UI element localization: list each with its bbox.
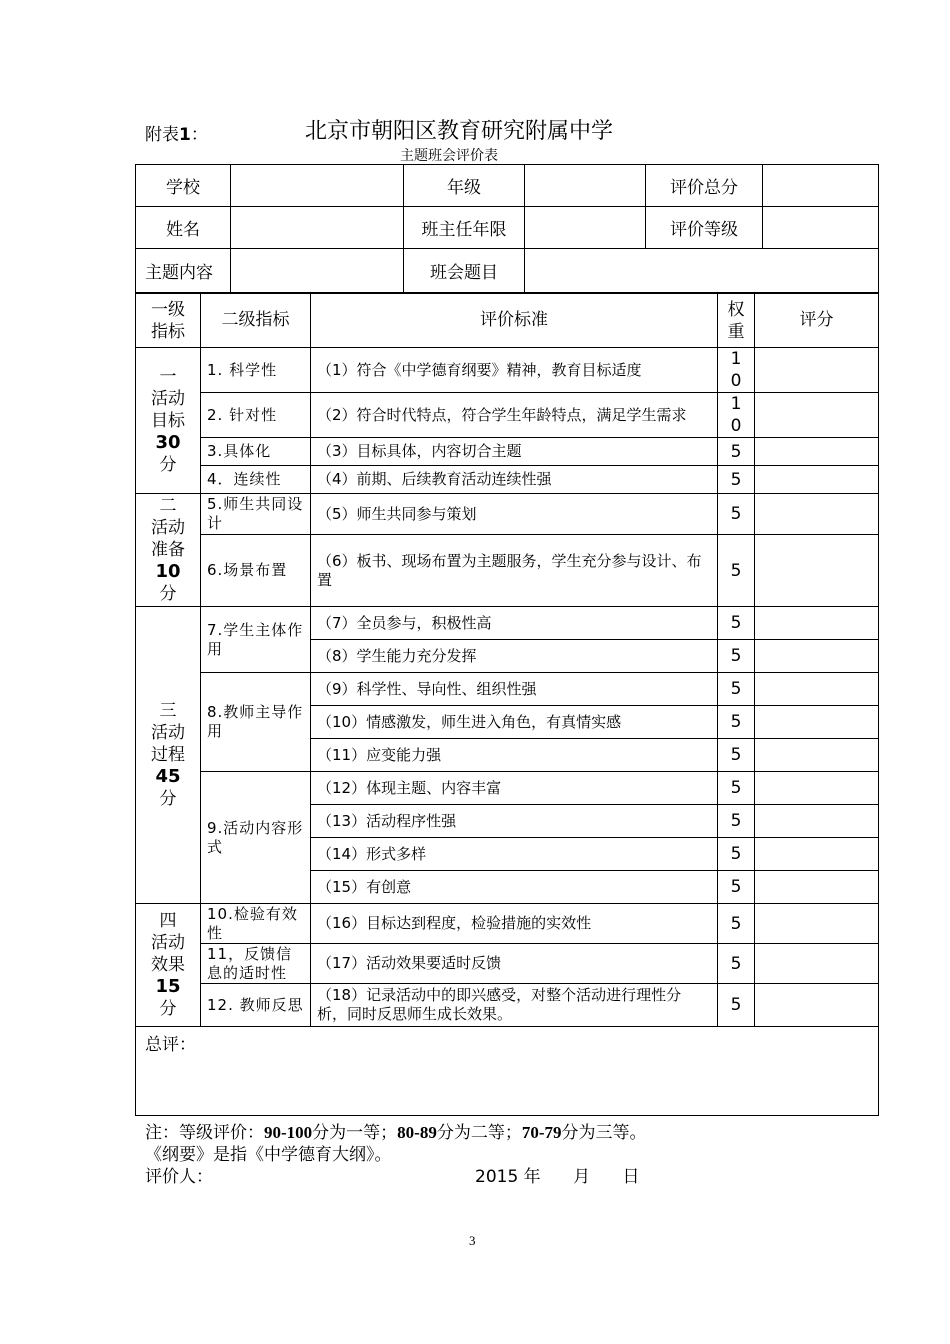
score-field[interactable] <box>755 393 879 438</box>
score-field[interactable] <box>755 640 879 673</box>
category-unit: 分 <box>159 789 177 809</box>
weight: 5 <box>718 871 755 904</box>
weight: 5 <box>718 805 755 838</box>
grading-note: 注：等级评价：90-100分为一等；80-89分为二等；70-79分为三等。 <box>145 1123 647 1143</box>
score-field[interactable] <box>755 805 879 838</box>
score-field[interactable] <box>755 772 879 805</box>
score-field[interactable] <box>755 348 879 393</box>
score-field[interactable] <box>755 944 879 984</box>
indicator: 12. 教师反思 <box>201 984 311 1027</box>
weight: 5 <box>718 739 755 772</box>
criterion: （7）全员参与，积极性高 <box>311 607 718 640</box>
category-unit: 分 <box>159 999 177 1019</box>
indicator: 1. 科学性 <box>201 348 311 393</box>
score-field[interactable] <box>755 535 879 607</box>
category-unit: 分 <box>159 584 177 604</box>
col-level1: 一级指标 <box>136 294 201 348</box>
category-name: 三 活动 过程 <box>151 701 185 765</box>
category-points: 10 <box>155 561 181 582</box>
score-field[interactable] <box>755 673 879 706</box>
criterion: （18）记录活动中的即兴感受，对整个活动进行理性分析，同时反思师生成长效果。 <box>311 984 718 1027</box>
total-score-label: 评价总分 <box>646 165 763 207</box>
score-field[interactable] <box>755 739 879 772</box>
name-field[interactable] <box>231 207 404 249</box>
weight: 5 <box>718 494 755 535</box>
outline-note: 《纲要》是指《中学德育大纲》。 <box>145 1145 392 1165</box>
score-field[interactable] <box>755 466 879 494</box>
score-field[interactable] <box>755 904 879 944</box>
teacher-years-label: 班主任年限 <box>404 207 525 249</box>
criterion: （10）情感激发，师生进入角色，有真情实感 <box>311 706 718 739</box>
indicator: 10.检验有效性 <box>201 904 311 944</box>
school-field[interactable] <box>231 165 404 207</box>
meeting-topic-field[interactable] <box>525 249 879 293</box>
indicator: 5.师生共同设计 <box>201 494 311 535</box>
weight: 5 <box>718 904 755 944</box>
weight: 5 <box>718 706 755 739</box>
weight: 5 <box>718 673 755 706</box>
score-field[interactable] <box>755 607 879 640</box>
teacher-years-field[interactable] <box>525 207 646 249</box>
school-label: 学校 <box>136 165 231 207</box>
indicator: 9.活动内容形式 <box>201 772 311 904</box>
score-field[interactable] <box>755 838 879 871</box>
weight: 5 <box>718 607 755 640</box>
category-cell <box>136 494 201 607</box>
evaluation-table <box>135 293 879 1027</box>
theme-content-field[interactable] <box>231 249 404 293</box>
grade-field[interactable] <box>525 165 646 207</box>
category-points: 15 <box>155 976 181 997</box>
evaluator-label: 评价人： <box>145 1167 213 1187</box>
weight: 5 <box>718 944 755 984</box>
grade-label: 年级 <box>404 165 525 207</box>
weight: 5 <box>718 438 755 466</box>
criterion: （17）活动效果要适时反馈 <box>311 944 718 984</box>
criterion: （8）学生能力充分发挥 <box>311 640 718 673</box>
score-field[interactable] <box>755 706 879 739</box>
indicator: 6.场景布置 <box>201 535 311 607</box>
category-cell <box>136 607 201 904</box>
weight: 5 <box>718 640 755 673</box>
criterion: （4）前期、后续教育活动连续性强 <box>311 466 718 494</box>
category-name: 二 活动 准备 <box>151 496 185 560</box>
total-score-field[interactable] <box>763 165 879 207</box>
criterion: （12）体现主题、内容丰富 <box>311 772 718 805</box>
criterion: （14）形式多样 <box>311 838 718 871</box>
indicator: 2. 针对性 <box>201 393 311 438</box>
appendix-number: 1 <box>179 125 191 145</box>
col-score: 评分 <box>755 294 879 348</box>
weight: 5 <box>718 466 755 494</box>
category-points: 30 <box>155 431 181 453</box>
col-standard: 评价标准 <box>311 294 718 348</box>
weight: 5 <box>718 984 755 1027</box>
category-name: 一 活动 目标 <box>151 366 185 431</box>
col-level2: 二级指标 <box>201 294 311 348</box>
appendix-label: 附表1： <box>145 125 208 145</box>
meeting-topic-label: 班会题目 <box>404 249 525 293</box>
weight: 5 <box>718 838 755 871</box>
form-subtitle: 主题班会评价表 <box>400 148 498 164</box>
category-points: 45 <box>155 766 181 787</box>
category-cell <box>136 904 201 1027</box>
overall-remark-box[interactable] <box>135 1027 879 1116</box>
criterion: （9）科学性、导向性、组织性强 <box>311 673 718 706</box>
criterion: （3）目标具体，内容切合主题 <box>311 438 718 466</box>
eval-level-label: 评价等级 <box>646 207 763 249</box>
name-label: 姓名 <box>136 207 231 249</box>
criterion: （16）目标达到程度，检验措施的实效性 <box>311 904 718 944</box>
info-table <box>135 164 879 293</box>
score-field[interactable] <box>755 438 879 466</box>
indicator: 11，反馈信息的适时性 <box>201 944 311 984</box>
criterion: （13）活动程序性强 <box>311 805 718 838</box>
col-weight: 权重 <box>718 294 755 348</box>
indicator: 7.学生主体作用 <box>201 607 311 673</box>
criterion: （2）符合时代特点，符合学生年龄特点，满足学生需求 <box>311 393 718 438</box>
criterion: （11）应变能力强 <box>311 739 718 772</box>
school-name-title: 北京市朝阳区教育研究附属中学 <box>305 119 614 144</box>
evaluation-date: 2015 年 月 日 <box>475 1167 640 1187</box>
criterion: （6）板书、现场布置为主题服务，学生充分参与设计、布置 <box>311 535 718 607</box>
weight: 5 <box>718 772 755 805</box>
theme-content-label: 主题内容 <box>136 249 231 293</box>
criterion: （5）师生共同参与策划 <box>311 494 718 535</box>
category-name: 四 活动 效果 <box>151 911 185 975</box>
page-number: 3 <box>469 1233 476 1248</box>
score-field[interactable] <box>755 494 879 535</box>
weight: 1 0 <box>718 393 755 438</box>
overall-remark-label: 总评： <box>145 1035 196 1055</box>
indicator: 4．连续性 <box>201 466 311 494</box>
score-field[interactable] <box>755 984 879 1027</box>
eval-level-field[interactable] <box>763 207 879 249</box>
score-field[interactable] <box>755 871 879 904</box>
indicator: 3.具体化 <box>201 438 311 466</box>
indicator: 8.教师主导作用 <box>201 673 311 772</box>
criterion: （1）符合《中学德育纲要》精神，教育目标适度 <box>311 348 718 393</box>
category-cell <box>136 348 201 494</box>
weight: 5 <box>718 535 755 607</box>
weight: 1 0 <box>718 348 755 393</box>
category-unit: 分 <box>159 454 177 475</box>
criterion: （15）有创意 <box>311 871 718 904</box>
